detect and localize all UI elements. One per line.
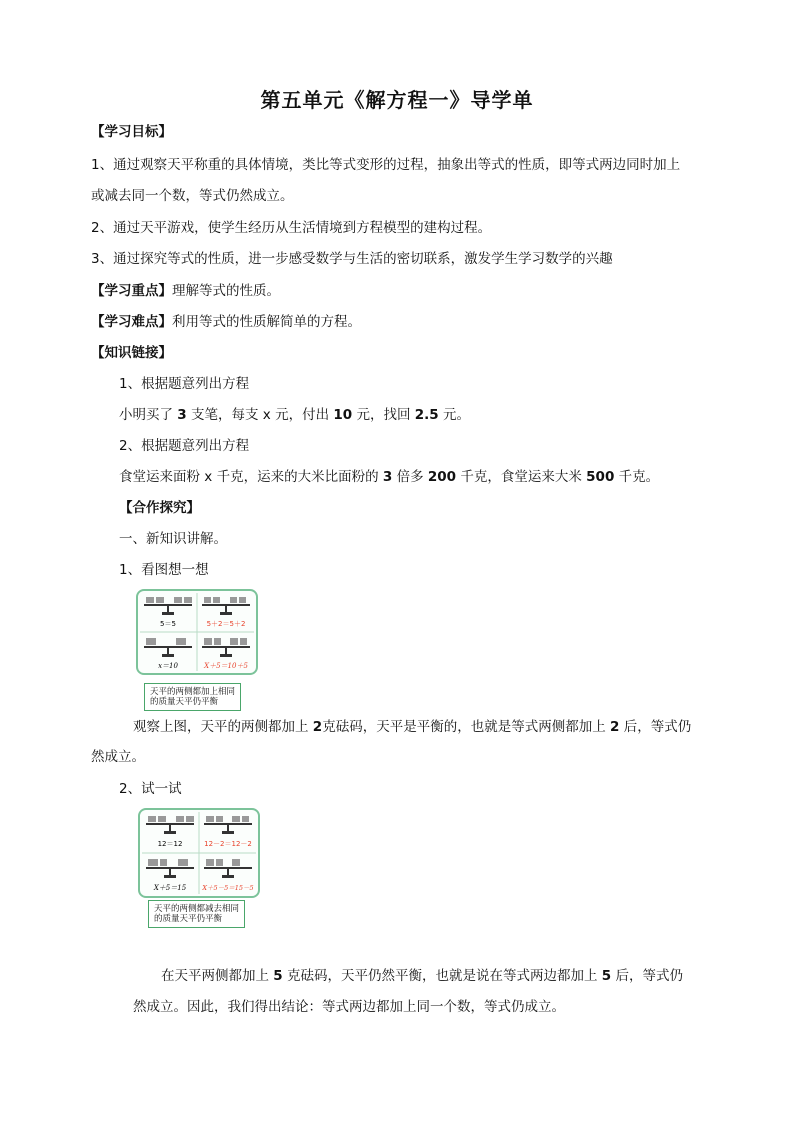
fig2-label-4: X＋5－5＝15－5 — [202, 884, 254, 892]
balance-scales-illustration-1 — [138, 591, 256, 673]
fig2-caption — [148, 900, 245, 928]
fig1-caption-line-2: 的质量天平仍平衡 — [150, 697, 219, 707]
difficulty — [91, 312, 361, 332]
obs1-text-a: 观察上图，天平的两侧都加上 — [133, 719, 313, 735]
key-point-text: 理解等式的性质。 — [172, 283, 280, 299]
observation-2 — [161, 966, 683, 986]
goal-line-2: 2、通过天平游戏，使学生经历从生活情境到方程模型的建构过程。 — [91, 220, 492, 236]
fig2-caption-line-2: 的质量天平仍平衡 — [154, 914, 223, 924]
goal-line-3: 3、通过探究等式的性质，进一步感受数学与生活的密切联系，激发学生学习数学的兴趣 — [91, 251, 613, 267]
balance-figure-1 — [136, 589, 258, 675]
knowledge-q2-title: 2、根据题意列出方程 — [119, 438, 250, 454]
obs2-number-2: 5 — [601, 968, 612, 984]
key-point-label: 【学习重点】 — [91, 283, 172, 299]
observation-1 — [133, 717, 691, 737]
q1-number-3: 2.5 — [414, 407, 439, 423]
goal-line-1: 1、通过观察天平称重的具体情境，类比等式变形的过程，抽象出等式的性质，即等式两边同时加上 — [91, 157, 681, 173]
q2-text-d: 千克。 — [614, 469, 660, 485]
q2-number-1: 3 — [382, 469, 393, 485]
cooperate-heading: 【合作探究】 — [119, 500, 200, 516]
q2-text-c: 千克，食堂运来大米 — [456, 469, 587, 485]
q1-text-d: 元。 — [438, 407, 470, 423]
goals-heading: 【学习目标】 — [91, 124, 172, 140]
obs2-text-c: 后，等式仍 — [611, 968, 683, 984]
fig1-label-3: x＝10 — [158, 662, 178, 670]
obs1-number-1: 2 — [312, 719, 323, 735]
fig1-label-4: X＋5＝10＋5 — [204, 662, 248, 670]
knowledge-q2 — [119, 467, 659, 487]
fig1-label-2: 5＋2＝5＋2 — [206, 620, 246, 628]
goal-line-1-cont: 或减去同一个数，等式仍然成立。 — [91, 188, 294, 204]
obs2-text-b: 克砝码，天平仍然平衡，也就是说在等式两边都加上 — [282, 968, 602, 984]
knowledge-q1-title: 1、根据题意列出方程 — [119, 376, 250, 392]
step-1-title: 1、看图想一想 — [119, 562, 209, 578]
obs2-text-a: 在天平两侧都加上 — [161, 968, 274, 984]
q2-number-2: 200 — [427, 469, 457, 485]
observation-2-cont: 然成立。因此，我们得出结论：等式两边都加上同一个数，等式仍成立。 — [133, 999, 565, 1015]
fig2-label-2: 12－2＝12－2 — [204, 840, 252, 848]
fig2-caption-line-1: 天平的两侧都减去相同 — [154, 904, 240, 914]
page-title: 第五单元《解方程一》导学单 — [260, 88, 534, 112]
difficulty-label: 【学习难点】 — [91, 314, 172, 330]
scale-icon — [144, 597, 192, 615]
observation-1-cont: 然成立。 — [91, 749, 145, 765]
q2-text-a: 食堂运来面粉 x 千克，运来的大米比面粉的 — [119, 469, 383, 485]
balance-figure-2 — [138, 808, 260, 898]
q1-text-b: 支笔，每支 x 元，付出 — [186, 407, 334, 423]
fig1-caption-line-1: 天平的两侧都加上相同 — [150, 687, 236, 697]
part-1-title: 一、新知识讲解。 — [119, 531, 227, 547]
knowledge-heading: 【知识链接】 — [91, 345, 172, 361]
q1-number-2: 10 — [333, 407, 353, 423]
fig1-caption — [144, 683, 241, 711]
q1-text-c: 元，找回 — [352, 407, 415, 423]
obs1-number-2: 2 — [610, 719, 620, 735]
fig1-label-1: 5＝5 — [160, 620, 176, 628]
obs1-text-c: 后，等式仍 — [619, 719, 692, 735]
q1-text-a: 小明买了 — [119, 407, 178, 423]
difficulty-text: 利用等式的性质解简单的方程。 — [172, 314, 361, 330]
balance-scales-illustration-2 — [140, 810, 258, 896]
q2-text-b: 倍多 — [392, 469, 428, 485]
obs1-text-b: 克砝码，天平是平衡的，也就是等式两侧都加上 — [322, 719, 610, 735]
fig2-label-1: 12＝12 — [157, 840, 183, 848]
step-2-title: 2、试一试 — [119, 781, 182, 797]
obs2-number-1: 5 — [273, 968, 283, 984]
q2-number-3: 500 — [586, 469, 615, 485]
key-point — [91, 281, 280, 301]
q1-number-1: 3 — [177, 407, 187, 423]
fig2-label-3: X＋5＝15 — [153, 884, 187, 892]
knowledge-q1 — [119, 405, 470, 425]
